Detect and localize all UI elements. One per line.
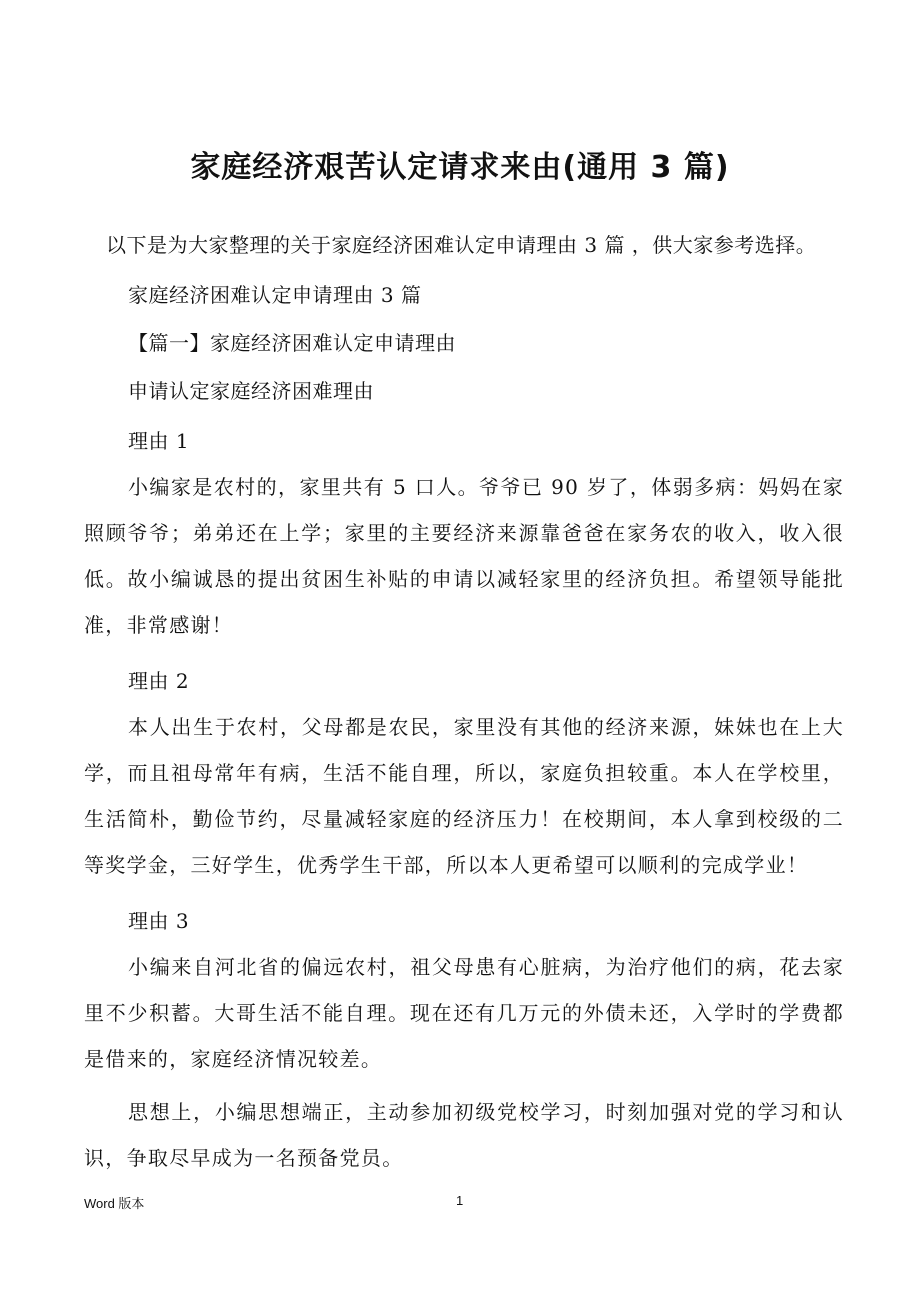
- subtitle-line: 家庭经济困难认定申请理由 3 篇: [128, 283, 422, 307]
- footer-version-label: Word 版本: [84, 1196, 145, 1211]
- reason3-paragraph: 小编来自河北省的偏远农村，祖父母患有心脏病，为治疗他们的病，花去家里不少积蓄。大哥生活不能自理。现在还有几万元的外债未还，入学时的学费都是借来的，家庭经济情况较差。: [84, 955, 844, 1071]
- reason2-label: 理由 2: [128, 669, 190, 693]
- footer-page-number: 1: [456, 1193, 464, 1208]
- thought-paragraph: 思想上，小编思想端正，主动参加初级党校学习，时刻加强对党的学习和认识，争取尽早成为一名预备党员。: [84, 1100, 844, 1170]
- section-heading: 【篇一】家庭经济困难认定申请理由: [128, 331, 456, 355]
- reason1-paragraph: 小编家是农村的，家里共有 5 口人。爷爷已 90 岁了，体弱多病：妈妈在家照顾爷爷；弟弟还在上学；家里的主要经济来源靠爸爸在家务农的收入，收入很低。故小编诚恳的提出贫困生补贴的申请以减轻家里的经济负担。希望领导能批准，非常感谢！: [84, 475, 844, 637]
- document-title: 家庭经济艰苦认定请求来由(通用 3 篇): [190, 150, 730, 185]
- section-subheading: 申请认定家庭经济困难理由: [128, 379, 374, 403]
- intro-paragraph: 以下是为大家整理的关于家庭经济困难认定申请理由 3 篇 ，供大家参考选择。: [106, 233, 817, 257]
- reason3-label: 理由 3: [128, 909, 190, 933]
- reason1-label: 理由 1: [128, 429, 190, 453]
- reason2-paragraph: 本人出生于农村，父母都是农民，家里没有其他的经济来源，妹妹也在上大学，而且祖母常年有病，生活不能自理，所以，家庭负担较重。本人在学校里，生活简朴，勤俭节约，尽量减轻家庭的经济压力！在校期间，本人拿到校级的二等奖学金，三好学生，优秀学生干部，所以本人更希望可以顺利的完成学业！: [84, 715, 844, 877]
